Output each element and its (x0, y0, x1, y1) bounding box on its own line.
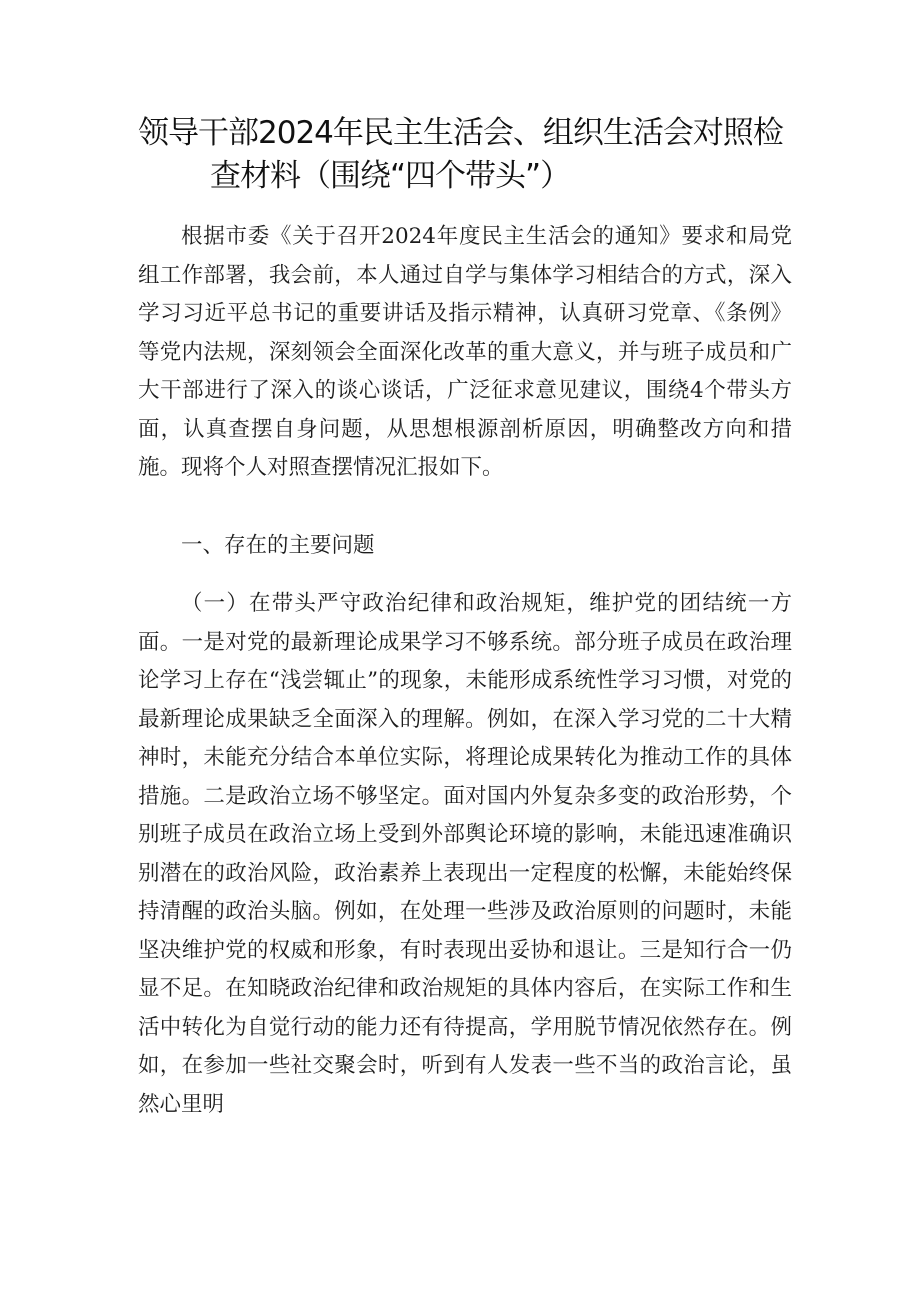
title-line-1: 领导干部2024年民主生活会、组织生活会对照检 (138, 115, 783, 151)
intro-paragraph: 根据市委《关于召开2024年度民主生活会的通知》要求和局党组工作部署，我会前，本人通过自学与集体学习相结合的方式，深入学习习近平总书记的重要讲话及指示精神，认真研习党章、《条例》等党内法规，深刻领会全面深化改革的重大意义，并与班子成员和广大干部进行了深入的谈心谈话，广泛征求意见建议，围绕4个带头方面，认真查摆自身问题，从思想根源剖析原因，明确整改方向和措施。现将个人对照查摆情况汇报如下。 (138, 224, 792, 480)
title-line-2: 查材料（围绕“四个带头”） (210, 158, 571, 194)
document-title (138, 112, 798, 198)
section-heading: 一、存在的主要问题 (181, 533, 375, 558)
section-paragraph: （一）在带头严守政治纪律和政治规矩，维护党的团结统一方面。一是对党的最新理论成果学习不够系统。部分班子成员在政治理论学习上存在“浅尝辄止”的现象，未能形成系统性学习习惯，对党的最新理论成果缺乏全面深入的理解。例如，在深入学习党的二十大精神时，未能充分结合本单位实际，将理论成果转化为推动工作的具体措施。二是政治立场不够坚定。面对国内外复杂多变的政治形势，个别班子成员在政治立场上受到外部舆论环境的影响，未能迅速准确识别潜在的政治风险，政治素养上表现出一定程度的松懈，未能始终保持清醒的政治头脑。例如，在处理一些涉及政治原则的问题时，未能坚决维护党的权威和形象，有时表现出妥协和退让。三是知行合一仍显不足。在知晓政治纪律和政治规矩的具体内容后，在实际工作和生活中转化为自觉行动的能力还有待提高，学用脱节情况依然存在。例如，在参加一些社交聚会时，听到有人发表一些不当的政治言论，虽然心里明 (138, 591, 792, 1117)
